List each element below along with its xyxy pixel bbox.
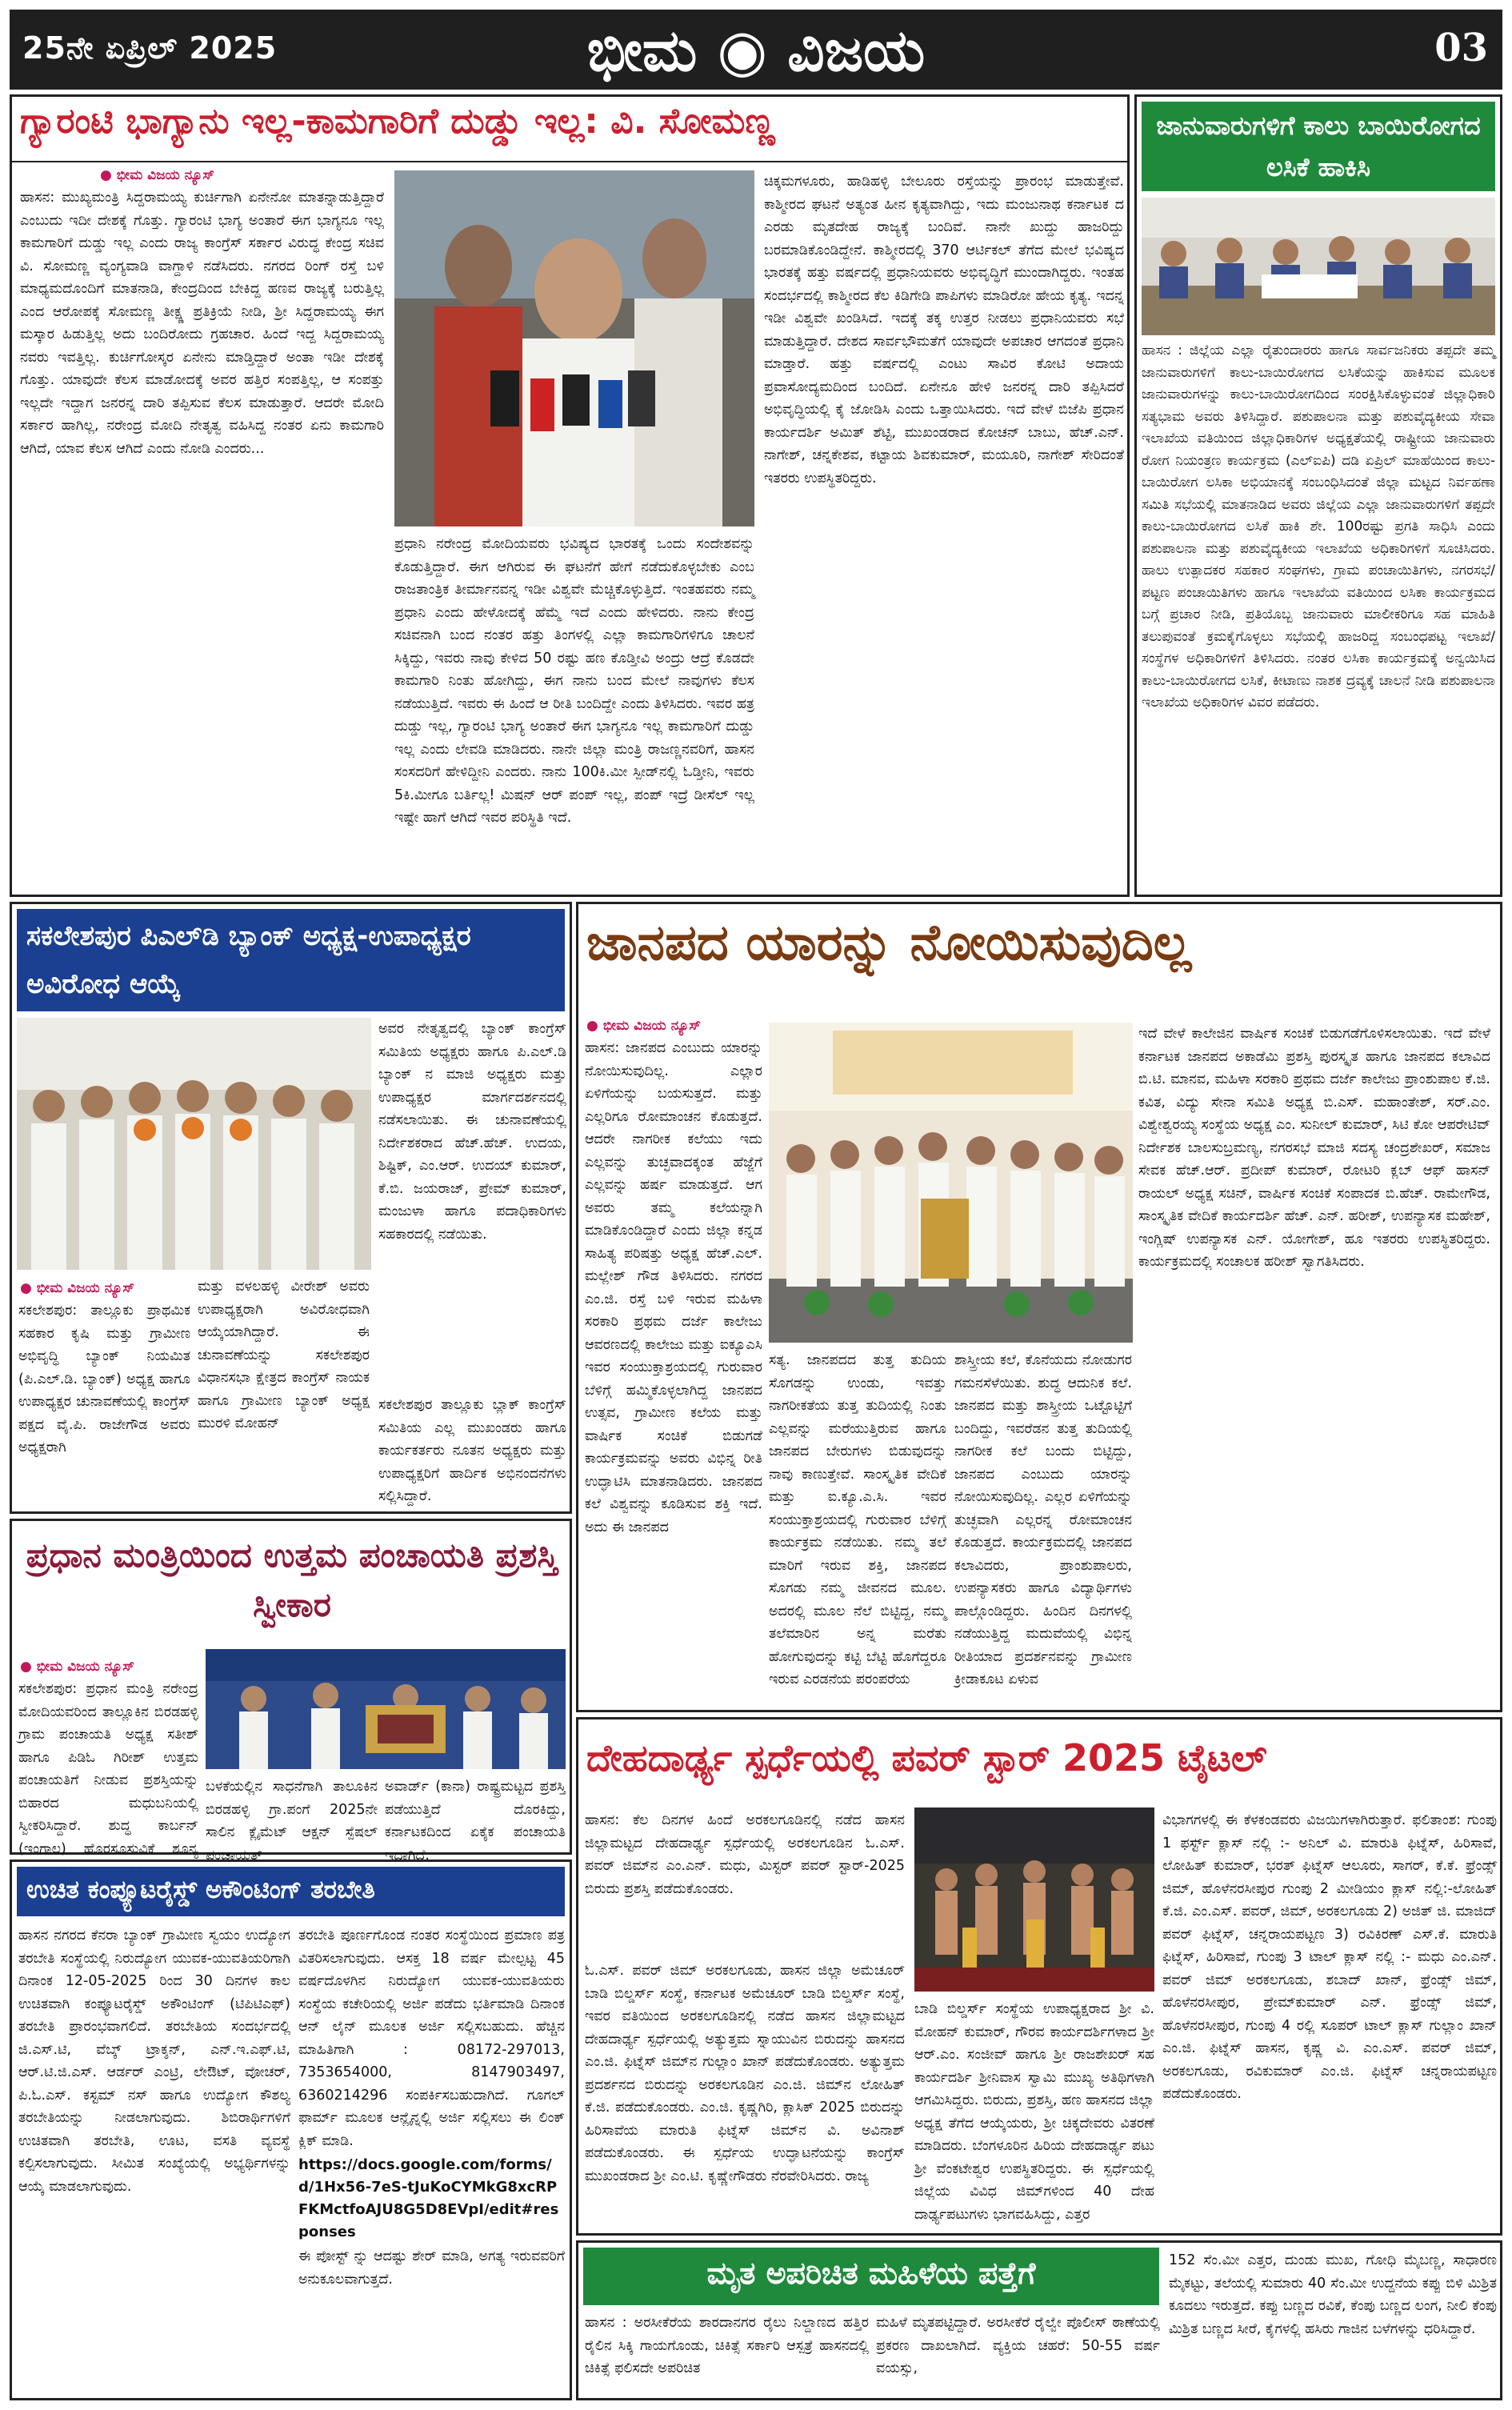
story-pld-bank xyxy=(10,902,572,1514)
story-bodybuilding-col1: ಹಾಸನ: ಕೆಲ ದಿನಗಳ ಹಿಂದೆ ಅರಕಲಗೂಡಿನಲ್ಲಿ ನಡೆದ ಹಾಸನ ಜಿಲ್ಲಾಮಟ್ಟದ ದೇಹದಾರ್ಢ್ಯ ಸ್ಪರ್ಧೆಯಲ್ಲಿ ಅರಕಲಗೂಡಿನ ಓ.ಎಸ್. ಪವರ್ ಜಿಮ್‌ನ ಎಂ.ಎನ್. ಮಧು, ಮಿಸ್ಟರ್ ಪವರ್ ಸ್ಟಾರ್-2025 ಬಿರುದು ಪ್ರಶಸ್ತಿ ಪಡೆದುಕೊಂಡರು. xyxy=(585,1812,905,1897)
story-award-body-mid: ಬಳಕೆಯಲ್ಲಿನ ಸಾಧನೆಗಾಗಿ ತಾಲೂಕಿನ ಬಿರಡಹಳ್ಳಿ ಗ್ರಾ.ಪಂಗೆ 2025ನೇ ಸಾಲಿನ ಕ್ಲೈಮೆಟ್ ಆಕ್ಷನ್ ಸ್ಪೆಷಲ್ ಪಂಚಾಯತ್ xyxy=(206,1779,378,1864)
story-pld-byline: ● ಭೀಮ ವಿಜಯ ನ್ಯೂಸ್ xyxy=(20,1280,134,1296)
story-training-headline: ಉಚಿತ ಕಂಪ್ಯೂಟರೈಸ್ಡ್ ಅಕೌಂಟಿಂಗ್ ತರಬೇತಿ xyxy=(17,1867,565,1916)
vaccine-meeting-image xyxy=(1142,198,1495,335)
story-unknown-left: ಹಾಸನ : ಅರಸೀಕೆರೆಯ ಶಾರದಾನಗರ ರೈಲು ನಿಲ್ದಾಣದ ಹತ್ತಿರ ರೈಲಿನ ಸಿಕ್ಕಿ ಗಾಯಗೊಂಡು, ಚಿಕಿತ್ಸೆ ಸರ್ಕಾರಿ ಆಸ್ಪತ್ರೆ ಹಾಸನದಲ್ಲಿ ಚಿಕಿತ್ಸೆ ಫಲಿಸದೇ ಅಪರಿಚಿತ xyxy=(585,2315,869,2376)
story-unknown-mid: ಮಹಿಳೆ ಮೃತಪಟ್ಟಿದ್ದಾರೆ. ಅರಸೀಕೆರೆ ರೈಲ್ವೇ ಪೊಲೀಸ್ ಠಾಣೆಯಲ್ಲಿ ಪ್ರಕರಣ ದಾಖಲಾಗಿದೆ. ವ್ಯಕ್ತಿಯ ಚಹರೆ: 50-55 ವರ್ಷ ವಯಸ್ಸು, xyxy=(876,2315,1160,2376)
bank-election-image xyxy=(17,1018,371,1270)
story-accounting-training xyxy=(10,1860,572,2400)
bodybuilding-photo xyxy=(914,1808,1154,1992)
story-somanna-col2: ಪ್ರಧಾನಿ ನರೇಂದ್ರ ಮೋದಿಯವರು ಭವಿಷ್ಯದ ಭಾರತಕ್ಕೆ ಒಂದು ಸಂದೇಶವನ್ನು ಕೊಡುತ್ತಿದ್ದಾರೆ. ಈಗ ಆಗಿರುವ ಈ ಘಟನೆಗೆ ಹೇಗೆ ನಡೆದುಕೊಳ್ಳಬೇಕು ಎಂಬ ರಾಜತಾಂತ್ರಿಕ ತೀರ್ಮಾನವನ್ನ ಇಡೀ ವಿಶ್ವವೇ ಮೆಚ್ಚಿಕೊಳ್ಳುತ್ತಿದೆ. ಇಂತಹವರು ನಮ್ಮ ಪ್ರಧಾನಿ ಎಂದು ಹೇಳೋದಕ್ಕೆ ಹೆಮ್ಮೆ ಇದೆ ಎಂದು ಹೇಳಿದರು. ನಾನು ಕೇಂದ್ರ ಸಚಿವನಾಗಿ ಬಂದ ನಂತರ ಹತ್ತು ತಿಂಗಳಲ್ಲಿ ಎಲ್ಲಾ ಕಾಮಗಾರಿಗಳಿಗೂ ಚಾಲನೆ ಸಿಕ್ಕಿದ್ದು, ಇವರು ನಾವು ಕೇಳಿದ 50 ರಷ್ಟು ಹಣ ಕೊಡ್ತೀವಿ ಅಂದ್ರು ಆದ್ರೆ ಕೊಡದೇ ಕಾಮಗಾರಿ ನಿಂತು ಹೋಗಿದ್ದು, ಈಗ ನಾನು ಬಂದ ಮೇಲೆ ನಾವುಗಳು ಕೆಲಸ ನಡೆಯುತ್ತಿದೆ. ಇವರು ಈ ಹಿಂದೆ ಆ ರೀತಿ ಬಂದಿದ್ದೇ ಎಂದು ತಿಳಿಸಿದರು. ಇವರ ಹತ್ರ ದುಡ್ಡು ಇಲ್ಲ, ಗ್ಯಾರಂಟಿ ಭಾಗ್ಯ ಅಂತಾರೆ ಈಗ ಭಾಗ್ಯನೂ ಇಲ್ಲ ಕಾಮಗಾರಿಗೆ ದುಡ್ಡು ಇಲ್ಲ ಎಂದು ಲೇವಡಿ ಮಾಡಿದರು. ನಾನೇ ಜಿಲ್ಲಾ ಮಂತ್ರಿ ರಾಜಣ್ಣನವರಿಗೆ, ಹಾಸನ ಸಂಸದರಿಗೆ ಹೇಳಿದ್ದೀನಿ ಎಂದರು. ನಾನು 100ಕಿ.ಮೀ ಸ್ಪೀಡ್‌ನಲ್ಲಿ ಓಡ್ತೀನಿ, ಇವರು 5ಕಿ.ಮೀಗೂ ಬರ್ತಿಲ್ಲ! ಮಿಷನ್ ಆರ್ ಪಂಪ್ ಇಲ್ಲ, ಪಂಪ್ ಇದ್ರೆ ಡೀಸೆಲ್ ಇಲ್ಲ ಇಷ್ಟೇ ಹಾಗೆ ಆಗಿದೆ ಇವರ ಪರಿಸ್ಥಿತಿ ಇದೆ. xyxy=(394,536,754,826)
story-janapada-col2: ಸತ್ಯ. ಜಾನಪದದ ತುತ್ತ ತುದಿಯ ಸೊಗಡನ್ನು ಉಂಡು, ಇವತ್ತು ನಾಗರೀಕತೆಯ ತುತ್ತ ತುದಿಯಲ್ಲಿ ನಿಂತು ಎಲ್ಲವನ್ನು ಮರೆಯುತ್ತಿರುವ ಹಾಗೂ ಜಾನಪದ ಬೇರುಗಳು ಬಿಡುವುದನ್ನು ನಾವು ಕಾಣುತ್ತೇವೆ. ಸಾಂಸ್ಕೃತಿಕ ವೇದಿಕೆ ಮತ್ತು ಐ.ಕ್ಯೂ.ಎ.ಸಿ. ಇವರ ಸಂಯುಕ್ತಾಶ್ರಯದಲ್ಲಿ ಗುರುವಾರ ಬೆಳಿಗ್ಗೆ ಕಾರ್ಯಕ್ರಮ ನಡೆಯಿತು. ನಮ್ಮ ತಲೆ ಮಾರಿಗೆ ಇರುವ ಶಕ್ತಿ, ಜಾನಪದ ಸೊಗಡು ನಮ್ಮ ಜೀವನದ ಮೂಲ. ಅದರಲ್ಲಿ ಮೂಲ ನೆಲೆ ಬಿಟ್ಟಿದ್ದ, ನಮ್ಮ ತಲೆಮಾರಿನ ಅನ್ನ ಮರೆತು ಹೋಗುವುದನ್ನು ಕಟ್ಟಿ ಬೆಟ್ಟಿ ಹೊಗೆದ್ದರೂ ಇರುವ ಎರಡನೆಯ ಪರಂಪರೆಯ xyxy=(769,1352,946,1687)
story-unknown-headline: ಮೃತ ಅಪರಿಚಿತ ಮಹಿಳೆಯ ಪತ್ತೆಗೆ xyxy=(583,2248,1159,2305)
story-somanna-headline: ಗ್ಯಾರಂಟಿ ಭಾಗ್ಯಾನು ಇಲ್ಲ-ಕಾಮಗಾರಿಗೆ ದುಡ್ಡು ಇಲ್ಲ: ವಿ. ಸೋಮಣ್ಣ xyxy=(20,101,775,142)
janapada-event-photo xyxy=(769,1023,1133,1343)
story-unknown-woman xyxy=(576,2240,1502,2400)
newspaper-title: ಭೀಮ ◉ ವಿಜಯ xyxy=(586,16,926,84)
story-pld-bottom-left: ಸಕಲೇಶಪುರ: ತಾಲ್ಲೂಕು ಪ್ರಾಥಮಿಕ ಸಹಕಾರ ಕೃಷಿ ಮತ್ತು ಗ್ರಾಮೀಣ ಅಭಿವೃದ್ಧಿ ಬ್ಯಾಂಕ್ ನಿಯಮಿತ (ಪಿ.ಎಲ್.ಡಿ. ಬ್ಯಾಂಕ್) ಅಧ್ಯಕ್ಷ ಹಾಗೂ ಉಪಾಧ್ಯಕ್ಷರ ಚುನಾವಣೆಯಲ್ಲಿ ಕಾಂಗ್ರೆಸ್ ಪಕ್ಷದ ವೈ.ಪಿ. ರಾಜೇಗೌಡ ಅವರು ಅಧ್ಯಕ್ಷರಾಗಿ xyxy=(18,1303,190,1455)
page-number: 03 xyxy=(1434,26,1488,70)
story-janapada-col3: ಶಾಸ್ತ್ರೀಯ ಕಲೆ, ಕೊನೆಯದು ನೋಡುಗರ ಗಮನಸೆಳೆಯಿತು. ಶುದ್ಧ ಆದುನಿಕ ಕಲೆ. ಜಾನಪದ ಮತ್ತು ಶಾಸ್ತ್ರೀಯ ಒಟ್ಟೊಟ್ಟಿಗೆ ಬಂದಿದ್ದು, ಇವರೆಡನ ತುತ್ತ ತುದಿಯಲ್ಲಿ ನಾಗರೀಕ ಕಲೆ ಬಂದು ಬಿಟ್ಟಿದ್ದು, ಜಾನಪದ ಎಂಬುದು ಯಾರನ್ನು ನೋಯಿಸುವುದಿಲ್ಲ. ಎಲ್ಲರ ಏಳಿಗೆಯನ್ನು ತುಚ್ಛವಾಗಿ ಎಲ್ಲರನ್ನ ರೋಮಾಂಚನ ಕೊಡುತ್ತದೆ. ಕಾರ್ಯಕ್ರಮದಲ್ಲಿ ಜಾನಪದ ಕಲಾವಿದರು, ಪ್ರಾಂಶುಪಾಲರು, ಉಪನ್ಯಾಸಕರು ಹಾಗೂ ವಿದ್ಯಾರ್ಥಿಗಳು ಪಾಲ್ಗೊಂಡಿದ್ದರು. ಹಿಂದಿನ ದಿನಗಳಲ್ಲಿ ನಡೆಯುತ್ತಿದ್ದ ಮದುವೆಯಲ್ಲಿ ವಿಭಿನ್ನ ರೀತಿಯಾದ ಪ್ರದರ್ಶನವನ್ನು ಗ್ರಾಮೀಣ ಕ್ರೀಡಾಕೂಟ ಏಳುವ xyxy=(954,1352,1132,1687)
story-janapada-byline: ● ಭೀಮ ವಿಜಯ ನ್ಯೂಸ್ xyxy=(586,1018,701,1034)
story-livestock-vaccine xyxy=(1134,94,1502,897)
story-pld-bottom-right: ಸಕಲೇಶಪುರ ತಾಲ್ಲೂಕು ಬ್ಲಾಕ್ ಕಾಂಗ್ರೆಸ್ ಸಮಿತಿಯ ಎಲ್ಲ ಮುಖಂಡರು ಹಾಗೂ ಕಾರ್ಯಕರ್ತರು ನೂತನ ಅಧ್ಯಕ್ಷರು ಮತ್ತು ಉಪಾಧ್ಯಕ್ಷರಿಗೆ ಹಾರ್ದಿಕ ಅಭಿನಂದನೆಗಳು ಸಲ್ಲಿಸಿದ್ದಾರೆ. xyxy=(378,1397,566,1504)
janapada-stage-image xyxy=(769,1023,1133,1343)
story-livestock-headline: ಜಾನುವಾರುಗಳಿಗೆ ಕಾಲು ಬಾಯಿರೋಗದ ಲಸಿಕೆ ಹಾಕಿಸಿ xyxy=(1142,102,1495,191)
story-pld-bottom-mid: ಮತ್ತು ವಳಲಹಳ್ಳಿ ವೀರೇಶ್ ಅವರು ಉಪಾಧ್ಯಕ್ಷರಾಗಿ ಅವಿರೋಧವಾಗಿ ಆಯ್ಕೆಯಾಗಿದ್ದಾರೆ. ಈ ಚುನಾವಣೆಯನ್ನು ಸಕಲೇಶಪುರ ವಿಧಾನಸಭಾ ಕ್ಷೇತ್ರದ ಕಾಂಗ್ರೆಸ್ ನಾಯಕ ಹಾಗೂ ಗ್ರಾಮೀಣ ಬ್ಯಾಂಕ್ ಅಧ್ಯಕ್ಷ ಮುರಳಿ ಮೋಹನ್ xyxy=(198,1279,370,1431)
story-somanna-col1: ಹಾಸನ: ಮುಖ್ಯಮಂತ್ರಿ ಸಿದ್ದರಾಮಯ್ಯ ಕುರ್ಚಿಗಾಗಿ ಏನೇನೋ ಮಾತನ್ನಾಡುತ್ತಿದ್ದಾರೆ ಎಂಬುದು ಇದೀ ದೇಶಕ್ಕೆ ಗೊತ್ತು. ಗ್ಯಾರಂಟಿ ಭಾಗ್ಯ ಅಂತಾರೆ ಈಗ ಭಾಗ್ಯನೂ ಇಲ್ಲ ಕಾಮಗಾರಿಗೆ ದುಡ್ಡು ಇಲ್ಲ ಎಂದು ರಾಜ್ಯ ಕಾಂಗ್ರೆಸ್ ಸರ್ಕಾರ ವಿರುದ್ಧ ಕೇಂದ್ರ ಸಚಿವ ವಿ. ಸೋಮಣ್ಣ ವ್ಯಂಗ್ಯವಾಡಿ ವಾಗ್ದಾಳಿ ನಡೆಸಿದರು. ನಗರದ ರಿಂಗ್ ರಸ್ತೆ ಬಳಿ ಮಾಧ್ಯಮದೊಂದಿಗೆ ಮಾತನಾಡಿ, ಕೇಂದ್ರದಿಂದ ಬೇಕಿದ್ದ ಹಣವ ರಾಜ್ಯಕ್ಕೆ ಬರುತ್ತಿಲ್ಲ ಎಂದ ಆರೋಪಕ್ಕೆ ಸೋಮಣ್ಣ ತೀಕ್ಷ್ಣ ಪ್ರತಿಕ್ರಿಯೆ ನೀಡಿ, ಶ್ರೀ ಸಿದ್ದರಾಮಯ್ಯ ಈಗ ಮಸ್ಕಾರ ಹಿಡುತ್ತಿಲ್ಲ ಅದು ಬಂದಿರೋದು ಗ್ರಹಚಾರ. ಹಿಂದೆ ಇದ್ದ ಸಿದ್ದರಾಮಯ್ಯ ನವರು ಇವತ್ತಿಲ್ಲ. ಕುರ್ಚಿಗೋಸ್ಕರ ಏನೇನು ಮಾಡ್ತಿದ್ದಾರೆ ಅಂತಾ ಇಡೀ ದೇಶಕ್ಕೆ ಗೊತ್ತು. ಯಾವುದೇ ಕೆಲಸ ಮಾಡೋದಕ್ಕೆ ಅವರ ಹತ್ತಿರ ಸಂಪತ್ತಿಲ್ಲ, ಆ ಸಂಪತ್ತು ಇಲ್ಲದೇ ಇದ್ದಾಗ ಜನರನ್ನ ದಾರಿ ತಪ್ಪಿಸುವ ಕೆಲಸ ಮಾಡುತ್ತಾರೆ. ಆದರೇ ಮೋದಿ ಸರ್ಕಾರ ಹಾಗಿಲ್ಲ, ನರೇಂದ್ರ ಮೋದಿ ನೇತೃತ್ವ ವಹಿಸಿದ್ದ ನಂತರ ಏನು ಕಾಮಗಾರಿ ಆಗಿದೆ, ಯಾವ ಕೆಲಸ ಆಗಿದೆ ಎಂದು ನೋಡಿ ಎಂದರು... xyxy=(20,190,384,457)
issue-date: 25ನೇ ಏಪ್ರಿಲ್ 2025 xyxy=(22,30,278,66)
masthead xyxy=(10,10,1502,90)
story-award-body-right: ಅವಾರ್ಡ್ (ಕಾನಾ) ರಾಷ್ಟ್ರಮಟ್ಟದ ಪ್ರಶಸ್ತಿ ಪಡೆಯುತ್ತಿದೆ ದೊರಕಿದ್ದು, ಕರ್ನಾಟಕದಿಂದ ಏಕೈಕ ಪಂಚಾಯತಿ ಇದಾಗಿದೆ. xyxy=(385,1779,566,1864)
story-pld-headline: ಸಕಲೇಶಪುರ ಪಿಎಲ್‌ಡಿ ಬ್ಯಾಂಕ್ ಅಧ್ಯಕ್ಷ-ಉಪಾಧ್ಯಕ್ಷರ ಅವಿರೋಧ ಆಯ್ಕೆ xyxy=(17,909,565,1011)
story-award-byline: ● ಭೀಮ ವಿಜಯ ನ್ಯೂಸ್ xyxy=(20,1659,134,1675)
google-form-link[interactable]: https://docs.google.com/forms/d/1Hx56-7eS-tJuKoCYMkG8xcRPFKMctfoAJU8G5D8EVpI/edit#responses xyxy=(298,2156,559,2240)
story-training-col2-end: ಈ ಪೋಸ್ಟ್ ನ್ನು ಆದಷ್ಟು ಶೇರ್ ಮಾಡಿ, ಅಗತ್ಯ ಇರುವವರಿಗೆ ಅನುಕೂಲವಾಗುತ್ತದೆ. xyxy=(298,2248,565,2288)
story-somanna xyxy=(10,94,1130,897)
story-somanna-byline: ● ಭೀಮ ವಿಜಯ ನ್ಯೂಸ್ xyxy=(100,167,214,183)
somanna-press-photo xyxy=(394,170,754,526)
story-bodybuilding-col4: ವಿಭಾಗಗಳಲ್ಲಿ ಈ ಕೆಳಕಂಡವರು ವಿಜಯಿಗಳಾಗಿರುತ್ತಾರೆ. ಫಲಿತಾಂಶ: ಗುಂಪು 1 ಫರ್ಸ್ಟ್ ಕ್ಲಾಸ್ ನಲ್ಲಿ :- ಅನಿಲ್ ವಿ. ಮಾರುತಿ ಫಿಟ್ನೆಸ್, ಹಿರಿಸಾವೆ, ಲೋಹಿತ್ ಕುಮಾರ್, ಭರತ್ ಫಿಟ್ನೆಸ್ ಆಲೂರು, ಸಾಗರ್, ಕೆ.ಕೆ. ಫ್ರೆಂಡ್ಸ್ ಜಿಮ್, ಹೊಳೆನರಸೀಪುರ ಗುಂಪು 2 ಮೀಡಿಯಂ ಕ್ಲಾಸ್ ನಲ್ಲಿ:-ಲೋಹಿತ್ ಕೆ.ಜಿ. ಎಂ.ಎಸ್. ಪವರ್, ಜಿಮ್, ಅರಕಲಗೂಡು 2) ಅಜಿತ್ ಜಿ. ಮಾಜಿದ್ ಪವರ್ ಫಿಟ್ನೆಸ್, ಚನ್ನರಾಯಪಟ್ಟಣ 3) ರವಿಕಿರಣ್ ಎಸ್.ಕೆ. ಮಾರುತಿ ಫಿಟ್ನೆಸ್, ಹಿರಿಸಾವೆ, ಗುಂಪು 3 ಟಾಲ್ ಕ್ಲಾಸ್ ನಲ್ಲಿ :- ಮಧು ಎಂ.ಎನ್. ಪವರ್ ಜಿಮ್ ಅರಕಲಗೂಡು, ಶಬಾದ್ ಖಾನ್, ಫ್ರೆಂಡ್ಸ್ ಜಿಮ್, ಹೊಳೆನರಸೀಪುರ, ಪ್ರೇಮ್‌ಕುಮಾರ್ ಎನ್. ಫ್ರೆಂಡ್ಸ್ ಜಿಮ್, ಹೊಳೆನರಸೀಪುರ, ಗುಂಪು 4 ರಲ್ಲಿ ಸೂಪರ್ ಟಾಲ್ ಕ್ಲಾಸ್ ಗುಲ್ಲಾಂ ಖಾನ್ ಎಂ.ಜಿ. ಫಿಟ್ನೆಸ್ ಹಾಸನ, ಕೃಷ್ಣ ವಿ. ಎಂ.ಎಸ್. ಪವರ್ ಜಿಮ್, ಅರಕಲಗೂಡು, ರವಿಕುಮಾರ್ ಎಂ.ಜಿ. ಫಿಟ್ನೆಸ್ ಚನ್ನರಾಯಪಟ್ಟಣ ಪಡೆದುಕೊಂಡರು. xyxy=(1162,1812,1497,2102)
story-bodybuilding-headline: ದೇಹದಾರ್ಢ್ಯ ಸ್ಪರ್ಧೆಯಲ್ಲಿ ಪವರ್ ಸ್ಟಾರ್ 2025 ಟೈಟಲ್ xyxy=(586,1736,1267,1779)
story-panchayat-award xyxy=(10,1519,572,1864)
story-livestock-body: ಹಾಸನ : ಜಿಲ್ಲೆಯ ಎಲ್ಲಾ ರೈತುಂದಾರರು ಹಾಗೂ ಸಾರ್ವಜನಿಕರು ತಪ್ಪದೇ ತಮ್ಮ ಜಾನುವಾರುಗಳಿಗೆ ಕಾಲು-ಬಾಯಿರೋಗದ ಲಸಿಕೆಯನ್ನು ಹಾಕಿಸುವ ಮೂಲಕ ಜಾನುವಾರುಗಳನ್ನು ಕಾಲು-ಬಾಯಿರೋಗದಿಂದ ಸಂರಕ್ಷಿಸಿಕೊಳ್ಳುವಂತೆ ಜಿಲ್ಲಾಧಿಕಾರಿ ಸತ್ಯಭಾಮ ಅವರು ತಿಳಿಸಿದ್ದಾರೆ. ಪಶುಪಾಲನಾ ಮತ್ತು ಪಶುವೈದ್ಯಕೀಯ ಸೇವಾ ಇಲಾಖೆಯ ವತಿಯಿಂದ ಜಿಲ್ಲಾಧಿಕಾರಿಗಳ ಅಧ್ಯಕ್ಷತೆಯಲ್ಲಿ ರಾಷ್ಟ್ರೀಯ ಜಾನುವಾರು ರೋಗ ನಿಯಂತ್ರಣ ಕಾರ್ಯಕ್ರಮ (ಎಲ್‌ಐಪಿ) ದಡಿ ಏಪ್ರಿಲ್ ಮಾಹೆಯಿಂದ ಕಾಲು-ಬಾಯಿರೋಗ ಲಸಿಕಾ ಅಭಿಯಾನಕ್ಕೆ ಸಂಬಂಧಿಸಿದಂತೆ ಜಿಲ್ಲಾ ಮಟ್ಟದ ನಿರ್ವಹಣಾ ಸಮಿತಿ ಸಭೆಯಲ್ಲಿ ಮಾತನಾಡಿದ ಅವರು ಜಿಲ್ಲೆಯ ಎಲ್ಲಾ ಜಾನುವಾರುಗಳಿಗೆ ತಪ್ಪದೇ ಕಾಲು-ಬಾಯಿರೋಗದ ಲಸಿಕೆ ಹಾಕಿ ಶೇ. 100ರಷ್ಟು ಪ್ರಗತಿ ಸಾಧಿಸಿ ಎಂದು ಪಶುಪಾಲನಾ ಮತ್ತು ಪಶುವೈದ್ಯಕೀಯ ಇಲಾಖೆಯ ಅಧಿಕಾರಿಗಳಿಗೆ ಸೂಚಿಸಿದರು. ಹಾಲು ಉತ್ಪಾದಕರ ಸಹಕಾರ ಸಂಘಗಳು, ಗ್ರಾಮ ಪಂಚಾಯಿತಿಗಳು, ನಗರಸಭೆ/ ಪಟ್ಟಣ ಪಂಚಾಯಿತಿಗಳು ಹಾಗೂ ಇಲಾಖೆಯ ವತಿಯಿಂದ ಲಸಿಕಾ ಕಾರ್ಯಕ್ರಮದ ಬಗ್ಗೆ ಪ್ರಚಾರ ನೀಡಿ, ಪ್ರತಿಯೊಬ್ಬ ಜಾನುವಾರು ಮಾಲೀಕರಿಗೂ ಸಹ ಮಾಹಿತಿ ತಲುಪುವಂತೆ ಕ್ರಮಕೈಗೊಳ್ಳಲು ಸಭೆಯಲ್ಲಿ ಹಾಜರಿದ್ದ ಸಂಬಂಧಪಟ್ಟ ಇಲಾಖೆ/ ಸಂಸ್ಥೆಗಳ ಅಧಿಕಾರಿಗಳಿಗೆ ತಿಳಿಸಿದರು. ನಂತರ ಲಸಿಕಾ ಕಾರ್ಯಕ್ರಮಕ್ಕೆ ಅನ್ವಯಿಸಿದ ಕಾಲು-ಬಾಯಿರೋಗದ ಲಸಿಕೆ, ಕೀಟಾಣು ನಾಶಕ ದ್ರವ್ಯಕ್ಕೆ ಚಾಲನೆ ನೀಡಿ ಪಶುಪಾಲನಾ ಇಲಾಖೆಯ ಅಧಿಕಾರಿಗಳ ವಿವರ ಪಡೆದರು. xyxy=(1142,342,1495,711)
story-training-col2 xyxy=(298,1924,565,2395)
story-janapada-headline: ಜಾನಪದ ಯಾರನ್ನು ನೋಯಿಸುವುದಿಲ್ಲ xyxy=(586,913,1192,971)
story-janapada-col4: ಇದೆ ವೇಳೆ ಕಾಲೇಜಿನ ವಾರ್ಷಿಕ ಸಂಚಿಕೆ ಬಿಡುಗಡೆಗೊಳಿಸಲಾಯಿತು. ಇದೆ ವೇಳೆ ಕರ್ನಾಟಕ ಜಾನಪದ ಅಕಾಡೆಮಿ ಪ್ರಶಸ್ತಿ ಪುರಸ್ಕೃತ ಹಾಗೂ ಜಾನಪದ ಕಲಾವಿದ ಬಿ.ಟಿ. ಮಾನವ, ಮಹಿಳಾ ಸರಕಾರಿ ಪ್ರಥಮ ದರ್ಜೆ ಕಾಲೇಜು ಪ್ರಾಂಶುಪಾಲ ಕೆ.ಜಿ. ಕವಿತ, ವಿದ್ಯು ಸೇನಾ ಸಮಿತಿ ಅಧ್ಯಕ್ಷ ಬಿ.ಎಸ್. ಮಹಾಂತೇಶ್, ಸರ್.ಎಂ. ವಿಶ್ವೇಶ್ವರಯ್ಯ ಸಂಸ್ಥೆಯ ಅಧ್ಯಕ್ಷ ಎಂ. ಸುನೀಲ್ ಕುಮಾರ್, ಸಿಟಿ ಕೋ ಆಪರೇಟಿವ್ ನಿರ್ದೇಶಕ ಬಾಲಸುಬ್ರಮಣ್ಯ, ನಗರಸಭೆ ಮಾಜಿ ಸದಸ್ಯ ಚಂದ್ರಶೇಖರ್, ಸಮಾಜ ಸೇವಕ ಹೆಚ್.ಆರ್. ಪ್ರದೀಪ್ ಕುಮಾರ್, ರೋಟರಿ ಕ್ಲಬ್ ಆಫ್ ಹಾಸನ್ ರಾಯಲ್ ಅಧ್ಯಕ್ಷ ಸಚಿನ್, ವಾರ್ಷಿಕ ಸಂಚಿಕೆ ಸಂಪಾದಕ ಬಿ.ಹೆಚ್. ರಾಮೇಗೌಡ, ಸಾಂಸ್ಕೃತಿಕ ವೇದಿಕೆ ಕಾರ್ಯದರ್ಶಿ ಹೆಚ್. ಎನ್. ಹರೀಶ್, ಉಪನ್ಯಾಸಕ ಮಹೇಶ್, ಇಂಗ್ಲಿಷ್ ಉಪನ್ಯಾಸಕ ಎನ್. ಯೋಗೇಶ್, ಹೂ ಇತರರು ಉಪಸ್ಥಿತರಿದ್ದರು. ಕಾರ್ಯಕ್ರಮದಲ್ಲಿ ಸಂಚಾಲಕ ಹರೀಶ್ ಸ್ವಾಗತಿಸಿದರು. xyxy=(1138,1026,1490,1270)
award-photo xyxy=(206,1649,566,1769)
story-somanna-col3: ಚಿಕ್ಕಮಗಳೂರು, ಹಾಡಿಹಳ್ಳಿ ಬೇಲೂರು ರಸ್ತೆಯನ್ನು ಪ್ರಾರಂಭ ಮಾಡುತ್ತೇವೆ. ಕಾಶ್ಮೀರದ ಘಟನೆ ಅತ್ಯಂತ ಹೀನ ಕೃತ್ಯವಾಗಿದ್ದು, ಇದು ಮಂಜುನಾಥ ಕರ್ನಾಟಕ ದ ಎರಡು ಮೃತದೇಹ ರಾಜ್ಯಕ್ಕೆ ಬಂದಿವೆ. ನಾನೇ ಖುದ್ದು ಹಾಜರಿದ್ದು ಬರಮಾಡಿಕೊಂಡಿದ್ದೇನೆ. ಕಾಶ್ಮೀರದಲ್ಲಿ 370 ಆರ್ಟಿಕಲ್ ತೆಗೆದ ಮೇಲೆ ಭವಿಷ್ಯದ ಭಾರತಕ್ಕೆ ಹತ್ತು ವರ್ಷದಲ್ಲಿ ಪ್ರಧಾನಿಯವರು ಅಭಿವೃದ್ಧಿಗೆ ಮುಂದಾಗಿದ್ದರು. ಇಂತಹ ಸಂದರ್ಭದಲ್ಲಿ ಕಾಶ್ಮೀರದ ಕೆಲ ಕಿಡಿಗೇಡಿ ಪಾಪಿಗಳು ಮಾಡಿರೋ ಹೇಯ ಕೃತ್ಯ. ಇದನ್ನ ಇಡೀ ವಿಶ್ವವೇ ಖಂಡಿಸಿದೆ. ಇದಕ್ಕೆ ತಕ್ಕ ಉತ್ತರ ನೀಡಲು ಪ್ರಧಾನಿಯವರು ಸಭೆ ಮಾಡುತ್ತಿದ್ದಾರೆ. ದೇಶದ ಸಾರ್ವಭೌಮತೆಗೆ ಯಾವುದೇ ಅಪಚಾರ ಆಗದಂತೆ ಪ್ರಧಾನಿ ಮಾಡ್ತಾರೆ. ಹತ್ತು ವರ್ಷದಲ್ಲಿ ಎಂಟು ಸಾವಿರ ಕೋಟಿ ಅದಾಯ ಪ್ರವಾಸೋದ್ಯಮದಿಂದ ಬಂದಿದೆ. ಏನೇನೂ ಹೇಳಿ ಜನರನ್ನ ದಾರಿ ತಪ್ಪಿಸಿದರೆ ಅಭಿವೃದ್ಧಿಯಲ್ಲಿ ಕೈ ಜೋಡಿಸಿ ಎಂದು ಒತ್ತಾಯಿಸಿದರು. ಇದೆ ವೇಳೆ ಬಿಜೆಪಿ ಪ್ರಧಾನ ಕಾರ್ಯದರ್ಶಿ ಅಮಿತ್ ಶೆಟ್ಟಿ, ಮುಖಂಡರಾದ ಕೋಚನ್ ಬಾಬು, ಹೆಚ್.ಎನ್. ನಾಗೇಶ್, ಚನ್ನಕೇಶವ, ಕಟ್ಟಾಯ ಶಿವಕುಮಾರ್, ಮಯೂರಿ, ನಾಗೇಶ್ ಸೇರಿದಂತೆ ಇತರರು ಉಪಸ್ಥಿತರಿದ್ದರು. xyxy=(764,174,1124,486)
story-janapada-col1: ಹಾಸನ: ಜಾನಪದ ಎಂಬುದು ಯಾರನ್ನು ನೋಯಿಸುವುದಿಲ್ಲ. ಎಲ್ಲಾರ ಏಳಿಗೆಯನ್ನು ಬಯಸುತ್ತದೆ. ಮತ್ತು ಎಲ್ಲರಿಗೂ ರೋಮಾಂಚನ ಕೊಡುತ್ತದೆ. ಆದರೇ ನಾಗರೀಕ ಕಲೆಯು ಇದು ಎಲ್ಲವನ್ನು ತುಚ್ಛವಾದಕ್ಕಂತ ಹೆಜ್ಜೆಗೆ ಎಲ್ಲವನ್ನು ಹರ್ಷ ಮಾಡುತ್ತದೆ. ಆಗ ಅವರು ತಮ್ಮ ಕಲೆಯನ್ನಾಗಿ ಮಾಡಿಕೊಂಡಿದ್ದಾರೆ ಎಂದು ಜಿಲ್ಲಾ ಕನ್ನಡ ಸಾಹಿತ್ಯ ಪರಿಷತ್ತು ಅಧ್ಯಕ್ಷ ಹೆಚ್.ಎಲ್. ಮಲ್ಲೇಶ್ ಗೌಡ ತಿಳಿಸಿದರು. ನಗರದ ಎಂ.ಜಿ. ರಸ್ತೆ ಬಳಿ ಇರುವ ಮಹಿಳಾ ಸರಕಾರಿ ಪ್ರಥಮ ದರ್ಜೆ ಕಾಲೇಜು ಆವರಣದಲ್ಲಿ ಕಾಲೇಜು ಮತ್ತು ಐಕ್ಯೂಎಸಿ ಇವರ ಸಂಯುಕ್ತಾಶ್ರಯದಲ್ಲಿ ಗುರುವಾರ ಬೆಳಿಗ್ಗೆ ಹಮ್ಮಿಕೊಳ್ಳಲಾಗಿದ್ದ ಜಾನಪದ ಉತ್ಸವ, ಗ್ರಾಮೀಣ ಕಲೆಯ ಮತ್ತು ವಾರ್ಷಿಕ ಸಂಚಿಕೆ ಬಿಡುಗಡೆ ಕಾರ್ಯಕ್ರಮವನ್ನು ಅವರು ವಿಭಿನ್ನ ರೀತಿ ಉದ್ಘಾಟಿಸಿ ಮಾತನಾಡಿದರು. ಜಾನಪದ ಕಲೆ ವಿಶ್ವವನ್ನು ಕೂಡಿಸುವ ಶಕ್ತಿ ಇದೆ. ಅದು ಈ ಜಾನಪದ xyxy=(585,1040,762,1535)
story-training-col1: ಹಾಸನ ನಗರದ ಕೆನರಾ ಬ್ಯಾಂಕ್ ಗ್ರಾಮೀಣ ಸ್ವಯಂ ಉದ್ಯೋಗ ತರಬೇತಿ ಸಂಸ್ಥೆಯಲ್ಲಿ ನಿರುದ್ಯೋಗ ಯುವಕ-ಯುವತಿಯರಿಗಾಗಿ ದಿನಾಂಕ 12-05-2025 ರಿಂದ 30 ದಿನಗಳ ಕಾಲ ಉಚಿತವಾಗಿ ಕಂಪ್ಯೂಟರೈಸ್ಡ್ ಅಕೌಂಟಿಂಗ್ (ಟಿಪಿಟಿಎಫ್) ತರಬೇತಿ ಪ್ರಾರಂಭವಾಗಲಿದೆ. ತರಬೇತಿಯ ಸಂದರ್ಭದಲ್ಲಿ ಜಿ.ಎಸ್.ಟಿ, ವೆಬ್ಕ್ ಟ್ರಾಕ್ಶನ್, ಎನ್.ಇ.ಎಫ್.ಟಿ, ಆರ್.ಟಿ.ಜಿ.ಎಸ್. ಆರ್ಡರ್ ಎಂಟ್ರಿ, ಲೇಔಟ್, ವೋಚರ್, ಪಿ.ಓ.ಎಸ್. ಕಸ್ಟಮ್ ನಸ್ ಹಾಗೂ ಉದ್ಯೋಗ ಕೌಶಲ್ಯ ತರಬೇತಿಯನ್ನು ನೀಡಲಾಗುವುದು. ಶಿಬಿರಾರ್ಥಿಗಳಿಗೆ ಉಚಿತವಾಗಿ ತರಬೇತಿ, ಊಟ, ವಸತಿ ವ್ಯವಸ್ಥೆ ಕಲ್ಪಿಸಲಾಗುವುದು. ಸೀಮಿತ ಸಂಖ್ಯೆಯಲ್ಲಿ ಅಭ್ಯರ್ಥಿಗಳನ್ನು ಆಯ್ಕೆ ಮಾಡಲಾಗುವುದು. xyxy=(18,1928,290,2195)
story-training-col2-text: ತರಬೇತಿ ಪೂರ್ಣಗೊಂಡ ನಂತರ ಸಂಸ್ಥೆಯಿಂದ ಪ್ರಮಾಣ ಪತ್ರ ವಿತರಿಸಲಾಗುವುದು. ಆಸಕ್ತ 18 ವರ್ಷ ಮೇಲ್ಪಟ್ಟ 45 ವರ್ಷದೊಳಗಿನ ನಿರುದ್ಯೋಗ ಯುವಕ-ಯುವತಿಯರು ಸಂಸ್ಥೆಯ ಕಚೇರಿಯಲ್ಲಿ ಅರ್ಜಿ ಪಡೆದು ಭರ್ತಿಮಾಡಿ ದಿನಾಂಕ ಆನ್ ಲೈನ್ ಮೂಲಕ ಅರ್ಜಿ ಸಲ್ಲಿಸಬಹುದು. ಹೆಚ್ಚಿನ ಮಾಹಿತಿಗಾಗಿ : 08172-297013, 7353654000, 8147903497, 6360214296 ಸಂಪರ್ಕಿಸಬಹುದಾಗಿದೆ. ಗೂಗಲ್ ಫಾರ್ಮ್ ಮೂಲಕ ಆನ್ಲೈನ್ನಲ್ಲಿ ಅರ್ಜಿ ಸಲ್ಲಿಸಲು ಈ ಲಿಂಕ್ ಕ್ಲಿಕ್ ಮಾಡಿ. xyxy=(298,1928,565,2149)
story-bodybuilding-col3: ಬಾಡಿ ಬಿಲ್ಡರ್ಸ್ ಸಂಸ್ಥೆಯ ಉಪಾಧ್ಯಕ್ಷರಾದ ಶ್ರೀ ವಿ. ಮೋಹನ್ ಕುಮಾರ್, ಗೌರವ ಕಾರ್ಯದರ್ಶಿಗಳಾದ ಶ್ರೀ ಆರ್.ಎಂ. ಸಂಜೀವ್‌ ಹಾಗೂ ಶ್ರೀ ರಾಜಶೇಖರ್ ಸಹ ಕಾರ್ಯದರ್ಶಿ ಶ್ರೀನಿವಾಸ ಸ್ವಾಮಿ ಮುಖ್ಯ ಅತಿಥಿಗಳಾಗಿ ಆಗಮಿಸಿದ್ದರು. ಬಿರುದು, ಪ್ರಶಸ್ತಿ, ಹಣ ಹಾಸನದ ಜಿಲ್ಲಾ ಅಧ್ಯಕ್ಷ ತೆಗೆದ ಆಯ್ಕೆಯರು, ಶ್ರೀ ಚಿಕ್ಕದೇವರು ವಿತರಣೆ ಮಾಡಿದರು. ಬೆಂಗಳೂರಿನ ಹಿರಿಯ ದೇಹದಾರ್ಢ್ಯ ಪಟು ಶ್ರೀ ವೆಂಕಟೇಶ್ವರ ಉಪಸ್ಥಿತರಿದ್ದರು. ಈ ಸ್ಪರ್ಧೆಯಲ್ಲಿ ಜಿಲ್ಲೆಯ ವಿವಿಧ ಜಿಮ್‌ಗಳಿಂದ 40 ದೇಹ ದಾರ್ಢ್ಯಪಟುಗಳು ಭಾಗವಹಿಸಿದ್ದು, ಎತ್ತರ xyxy=(914,2001,1154,2223)
award-ceremony-image xyxy=(206,1649,566,1769)
story-pld-rightcol: ಅವರ ನೇತೃತ್ವದಲ್ಲಿ ಬ್ಯಾಂಕ್ ಕಾಂಗ್ರೆಸ್ ಸಮಿತಿಯ ಅಧ್ಯಕ್ಷರು ಹಾಗೂ ಪಿ.ಎಲ್.ಡಿ ಬ್ಯಾಂಕ್ ನ ಮಾಜಿ ಅಧ್ಯಕ್ಷರು ಮತ್ತು ಉಪಾಧ್ಯಕ್ಷರ ಮಾರ್ಗದರ್ಶನದಲ್ಲಿ ನಡೆಸಲಾಯಿತು. ಈ ಚುನಾವಣೆಯಲ್ಲಿ ನಿರ್ದೇಶಕರಾದ ಹೆಚ್.ಹೆಚ್. ಉದಯ, ಶಿಷ್ಟಿಕ್, ಎಂ.ಆರ್. ಉದಯ್ ಕುಮಾರ್, ಕೆ.ಬಿ. ಜಯರಾಜ್, ಪ್ರೇಮ್ ಕುಮಾರ್, ಮಂಜುಳಾ ಹಾಗೂ ಪದಾಧಿಕಾರಿಗಳು ಸಹಕಾರದಲ್ಲಿ ನಡೆಯಿತು. xyxy=(378,1021,566,1243)
story-award-body-left: ಸಕಲೇಶಪುರ: ಪ್ರಧಾನ ಮಂತ್ರಿ ನರೇಂದ್ರ ಮೋದಿಯವರಿಂದ ತಾಲ್ಲೂಕಿನ ಬಿರಡಹಳ್ಳಿ ಗ್ರಾಮ ಪಂಚಾಯತಿ ಅಧ್ಯಕ್ಷ ಸತೀಶ್ ಹಾಗೂ ಪಿಡಿಓ ಗಿರೀಶ್ ಉತ್ತಮ ಪಂಚಾಯತಿಗೆ ನೀಡುವ ಪ್ರಶಸ್ತಿಯನ್ನು ಬಿಹಾರದ ಮಧುಬನಿಯಲ್ಲಿ ಸ್ವೀಕರಿಸಿದ್ದಾರೆ. ಶುದ್ಧ ಕಾರ್ಬನ್ (ಇಂಗಾಲ) ಹೊರಸೂಸುವಿಕೆ ಶೂನ್ಯ xyxy=(18,1681,198,1857)
story-bodybuilding-col2: ಓ.ಎಸ್. ಪವರ್ ಜಿಮ್ ಅರಕಲಗೂಡು, ಹಾಸನ ಜಿಲ್ಲಾ ಅಮೆಚೂರ್ ಬಾಡಿ ಬಿಲ್ಡರ್ಸ್ ಸಂಸ್ಥೆ, ಕರ್ನಾಟಕ ಅಮೆಚೂರ್ ಬಾಡಿ ಬಿಲ್ಡರ್ಸ್ ಸಂಸ್ಥೆ, ಇವರ ವತಿಯಿಂದ ಅರಕಲಗೂಡಿನಲ್ಲಿ ನಡೆದ ಹಾಸನ ಜಿಲ್ಲಾಮಟ್ಟದ ದೇಹದಾರ್ಢ್ಯ ಸ್ಪರ್ಧೆಯಲ್ಲಿ ಅತ್ಯುತ್ತಮ ಸ್ನಾಯುವಿನ ಬಿರುದನ್ನು ಹಾಸನದ ಎಂ.ಜಿ. ಫಿಟ್ನೆಸ್ ಜಿಮ್‌ನ ಗುಲ್ಲಾಂ ಖಾನ್ ಪಡೆದುಕೊಂಡರು. ಅತ್ಯುತ್ತಮ ಪ್ರದರ್ಶನದ ಬಿರುದನ್ನು ಅರಕಲಗೂಡಿನ ಎಂ.ಜಿ. ಜಿಮ್‌ನ ಲೋಹಿತ್ ಕೆ.ಜಿ. ಪಡೆದುಕೊಂಡರು. ಎಂ.ಜಿ. ಕೃಷ್ಣಗಿರಿ, ಕ್ಲಾಸಿಕ್ 2025 ಬಿರುದನ್ನು ಹಿರಿಸಾವೆಯ ಮಾರುತಿ ಫಿಟ್ನೆಸ್ ಜಿಮ್‌ನ ವಿ. ಅವಿನಾಶ್ ಪಡೆದುಕೊಂಡರು. ಈ ಸ್ಪರ್ಧೆಯ ಉದ್ಘಾಟನೆಯನ್ನು ಕಾಂಗ್ರೆಸ್ ಮುಖಂಡರಾದ ಶ್ರೀ ಎಂ.ಟಿ. ಕೃಷ್ಣೇಗೌಡರು ನೆರವೇರಿಸಿದರು. ರಾಜ್ಯ xyxy=(585,1963,905,2184)
story-bodybuilding xyxy=(576,1717,1502,2236)
divider xyxy=(12,161,1127,162)
pld-bank-photo xyxy=(17,1018,371,1270)
story-janapada xyxy=(576,902,1502,1712)
meeting-photo xyxy=(1142,198,1495,335)
story-award-headline: ಪ್ರಧಾನ ಮಂತ್ರಿಯಿಂದ ಉತ್ತಮ ಪಂಚಾಯತಿ ಪ್ರಶಸ್ತಿ ಸ್ವೀಕಾರ xyxy=(26,1535,558,1624)
press-meet-image xyxy=(394,170,754,526)
story-unknown-right: 152 ಸೆಂ.ಮೀ ಎತ್ತರ, ದುಂಡು ಮುಖ, ಗೋಧಿ ಮೈಬಣ್ಣ, ಸಾಧಾರಣ ಮೈಕಟ್ಟು, ತಲೆಯಲ್ಲಿ ಸುಮಾರು 40 ಸೆಂ.ಮೀ ಉದ್ದನೆಯ ಕಪ್ಪು ಬಿಳಿ ಮಿಶ್ರಿತ ಕೂದಲು ಇರುತ್ತದೆ. ಕಪ್ಪು ಬಣ್ಣದ ರವಿಕೆ, ಕೆಂಪು ಬಣ್ಣದ ಲಂಗ, ನೀಲಿ ಕೆಂಪು ಮಿಶ್ರಿತ ಬಣ್ಣದ ಸೀರೆ, ಕೈಗಳಲ್ಲಿ ಹಸಿರು ಗಾಜಿನ ಬಳೆಗಳನ್ನು ಧರಿಸಿದ್ದಾರೆ. xyxy=(1169,2252,1497,2337)
bodybuilding-winners-image xyxy=(914,1808,1154,1992)
